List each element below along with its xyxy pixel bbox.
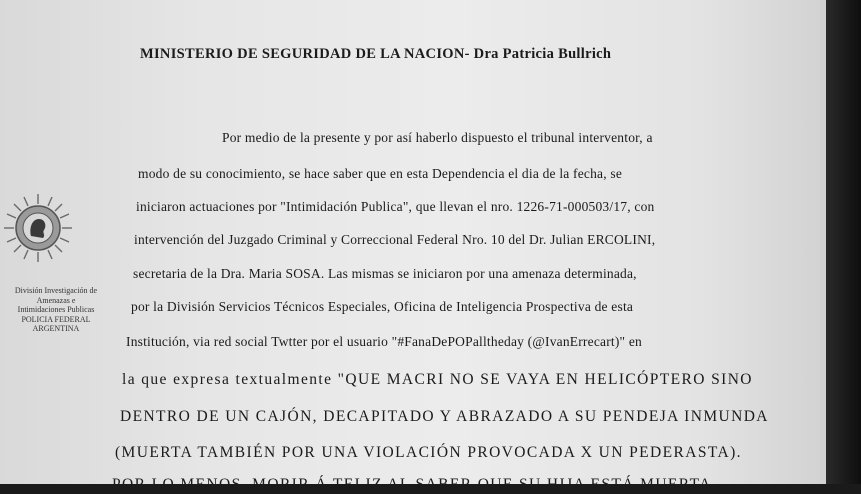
body-line: iniciaron actuaciones por "Intimidación Publica", que llevan el nro. 1226-71-000503/17, con bbox=[136, 199, 655, 214]
body-line: Por medio de la presente y por así haberlo dispuesto el tribunal interventor, a bbox=[222, 130, 653, 145]
body-line: modo de su conocimiento, se hace saber que en esta Dependencia el dia de la fecha, se bbox=[138, 166, 623, 181]
seal-caption-line: Intimidaciones Publicas bbox=[17, 305, 95, 314]
police-seal-icon bbox=[2, 192, 74, 264]
body-line: la que expresa textualmente "QUE MACRI NO SE VAYA EN HELICÓPTERO SINO bbox=[122, 371, 753, 388]
body-line: intervención del Juzgado Criminal y Correccional Federal Nro. 10 del Dr. Julian ERCOLINI, bbox=[134, 232, 656, 247]
body-line: secretaria de la Dra. Maria SOSA. Las mismas se iniciaron por una amenaza determinada, bbox=[133, 266, 637, 281]
body-line: POR LO MENOS, MORIR Á TELIZ AL SABER QUE SU HIJA ESTÁ MUERTA bbox=[112, 476, 712, 493]
seal-caption-line: ARGENTINA bbox=[32, 324, 80, 333]
seal-caption bbox=[0, 286, 112, 334]
body-line: por la División Servicios Técnicos Especiales, Oficina de Inteligencia Prospectiva de esta bbox=[131, 299, 634, 314]
seal-caption-line: División Investigación de bbox=[14, 286, 98, 295]
background-edge bbox=[826, 0, 861, 484]
body-line: DENTRO DE UN CAJÓN, DECAPITADO Y ABRAZADO A SU PENDEJA INMUNDA bbox=[120, 408, 769, 425]
seal-caption-line: Amenazas e bbox=[36, 295, 76, 305]
document-header: MINISTERIO DE SEGURIDAD DE LA NACION- Dra Patricia Bullrich bbox=[140, 46, 612, 62]
body-line: (MUERTA TAMBIÉN POR UNA VIOLACIÓN PROVOCADA X UN PEDERASTA). bbox=[115, 444, 742, 461]
seal-caption-line: POLICIA FEDERAL bbox=[21, 314, 91, 324]
body-line: Institución, via red social Twtter por el usuario "#FanaDePOPalltheday (@IvanErrecart)" en bbox=[126, 334, 642, 349]
